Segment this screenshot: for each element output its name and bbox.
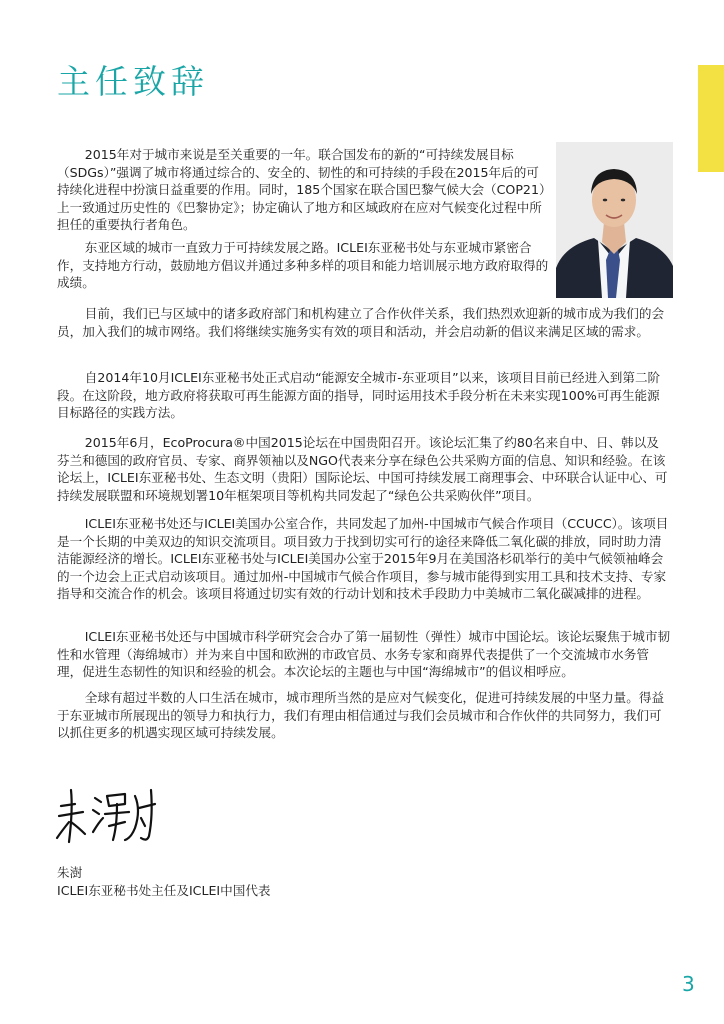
paragraph-8: 全球有超过半数的人口生活在城市，城市理所当然的是应对气候变化，促进可持续发展的中坚力量。得益于东亚城市所展现出的领导力和执行力，我们有理由相信通过与我们会员城市和合作伙伴的共同努力，我们可以抓住更多的机遇实现区域可持续发展。 xyxy=(57,690,665,741)
paragraph-7: ICLEI东亚秘书处还与中国城市科学研究会合办了第一届韧性（弹性）城市中国论坛。该论坛聚焦于城市韧性和水管理（海绵城市）并为来自中国和欧洲的市政官员、水务专家和商界代表提供了一个交流城市水务管理，促进生态韧性的知识和经验的机会。本次论坛的主题也与中国“海绵城市”的倡议相呼应。 xyxy=(57,629,671,680)
page-number: 3 xyxy=(682,972,695,996)
paragraph-4: 自2014年10月ICLEI东亚秘书处正式启动“能源安全城市-东亚项目”以来，该项目目前已经进入到第二阶段。在这阶段，地方政府将获取可再生能源方面的指导，同时运用技术手段分析在未来实现100%可再生能源目标路径的实践方法。 xyxy=(57,370,661,421)
paragraph-5: 2015年6月，EcoProcura®中国2015论坛在中国贵阳召开。该论坛汇集了约80名来自中、日、韩以及芬兰和德国的政府官员、专家、商界领袖以及NGO代表来分享在绿色公共采购方面的信息、知识和经验。在该论坛上，ICLEI东亚秘书处、生态文明（贵阳）国际论坛、中国可持续发展工商理事会、中环联合认证中心、可持续发展联盟和环境规划署10年框架项目等机构共同发起了“绿色公共采购伙伴”项目。 xyxy=(57,435,668,503)
director-portrait xyxy=(556,142,673,298)
signatory-name: 朱澍 xyxy=(57,865,83,880)
handwritten-signature xyxy=(55,782,165,852)
paragraph-6: ICLEI东亚秘书处还与ICLEI美国办公室合作，共同发起了加州-中国城市气候合作项目（CCUCC）。该项目是一个长期的中美双边的知识交流项目。项目致力于找到切实可行的途径来降低二氧化碳的排放，同时助力清洁能源经济的增长。ICLEI东亚秘书处与ICLEI美国办公室于2015年9月在美国洛杉矶举行的美中气候领袖峰会的一个边会上正式启动该项目。通过加州-中国城市气候合作项目，参与城市能得到实用工具和技术支持、专家指导和交流合作的机会。该项目将通过切实有效的行动计划和技术手段助力中美城市二氧化碳减排的进程。 xyxy=(57,516,669,602)
paragraph-2: 东亚区域的城市一直致力于可持续发展之路。ICLEI东亚秘书处与东亚城市紧密合作，支持地方行动，鼓励地方倡议并通过多种多样的项目和能力培训展示地方政府取得的成绩。 xyxy=(57,240,549,291)
paragraph-3: 目前，我们已与区域中的诸多政府部门和机构建立了合作伙伴关系，我们热烈欢迎新的城市成为我们的会员，加入我们的城市网络。我们将继续实施务实有效的项目和活动，并会启动新的倡议来满足区域的需求。 xyxy=(57,306,665,339)
paragraph-1: 2015年对于城市来说是至关重要的一年。联合国发布的新的“可持续发展目标（SDGs）”强调了城市将通过综合的、安全的、韧性的和可持续的手段在2015年后的可持续化进程中扮演日益重要的作用。同时，185个国家在联合国巴黎气候大会（COP21）上一致通过历史性的《巴黎协定》；协定确认了地方和区域政府在应对气候变化过程中所担任的重要执行者角色。 xyxy=(57,147,546,233)
signatory-title: ICLEI东亚秘书处主任及ICLEI中国代表 xyxy=(57,883,271,898)
accent-bar xyxy=(698,65,724,172)
page-title: 主任致辞 xyxy=(57,62,209,101)
